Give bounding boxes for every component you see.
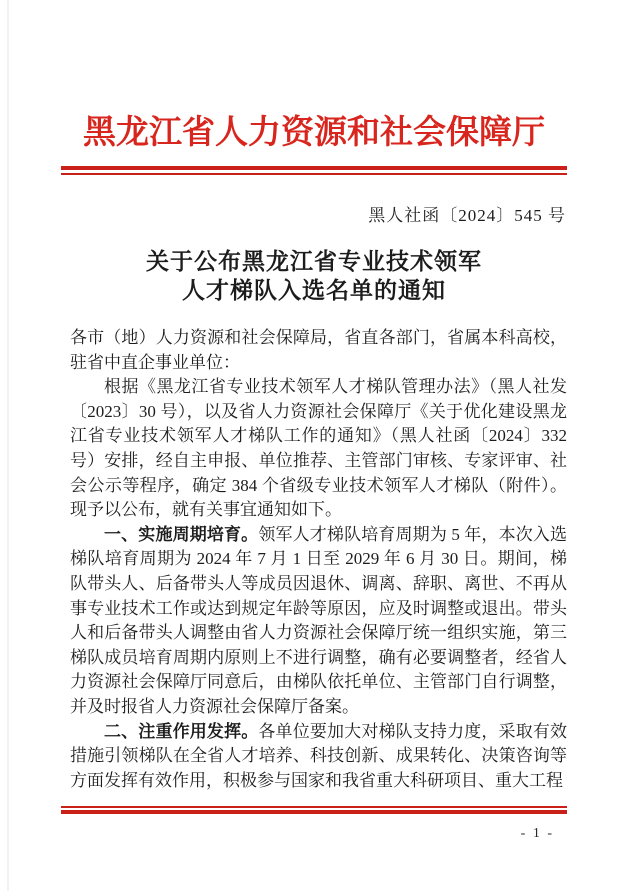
paragraph-item-2 bbox=[70, 720, 567, 794]
notice-title bbox=[0, 247, 628, 305]
paragraph-2-text: 各单位要加大对梯队支持力度，采取有效措施引领梯队在全省人才培养、科技创新、成果转化、决策咨询等方面发挥有效作用，积极参与国家和我省重大科研项目、重大工程 bbox=[70, 721, 568, 790]
page-number: - 1 - bbox=[520, 826, 554, 841]
footer-divider-line bbox=[61, 806, 567, 814]
paragraph-basis-text: 根据《黑龙江省专业技术领军人才梯队管理办法》（黑人社发〔2023〕30 号），以及省人力资源社会保障厅《关于优化建设黑龙江省专业技术领军人才梯队工作的通知》（黑人社函〔2024〕332 号）安排，经自主申报、单位推荐、主管部门审核、专家评审、社会公示等程序，确定 384 个省级专业技术领军人才梯队（附件）。现予以公布，就有关事宜通知如下。 bbox=[70, 377, 567, 520]
paragraph-2-heading: 二、注重作用发挥。 bbox=[104, 721, 259, 741]
document-number: 黑人社函〔2024〕545 号 bbox=[368, 206, 566, 225]
paragraph-1-heading: 一、实施周期培育。 bbox=[104, 524, 259, 544]
header-divider-line bbox=[61, 166, 567, 175]
notice-title-line2: 人才梯队入选名单的通知 bbox=[182, 278, 446, 303]
notice-body bbox=[70, 326, 567, 793]
issuing-agency-title: 黑龙江省人力资源和社会保障厅 bbox=[83, 115, 545, 151]
paragraph-1-text: 领军人才梯队培育周期为 5 年，本次入选梯队培育周期为 2024 年 7 月 1 日至 2029 年 6 月 30 日。期间，梯队带头人、后备带头人等成员因退休、调离、辞职、离世、不再从事专业技术工作或达到规定年龄等原因，应及时调整或退出。带头人和后备带头人调整由省人力资源社会保障厅统一组织实施，第三梯队成员培育周期内原则上不进行调整，确有必要调整者，经省人力资源社会保障厅同意后，由梯队依托单位、主管部门自行调整，并及时报省人力资源社会保障厅备案。 bbox=[70, 524, 568, 716]
notice-title-line1: 关于公布黑龙江省专业技术领军 bbox=[146, 249, 482, 274]
paragraph-item-1 bbox=[70, 523, 567, 720]
paragraph-basis bbox=[70, 375, 567, 523]
salutation: 各市（地）人力资源和社会保障局，省直各部门，省属本科高校，驻省中直企事业单位： bbox=[70, 328, 567, 372]
